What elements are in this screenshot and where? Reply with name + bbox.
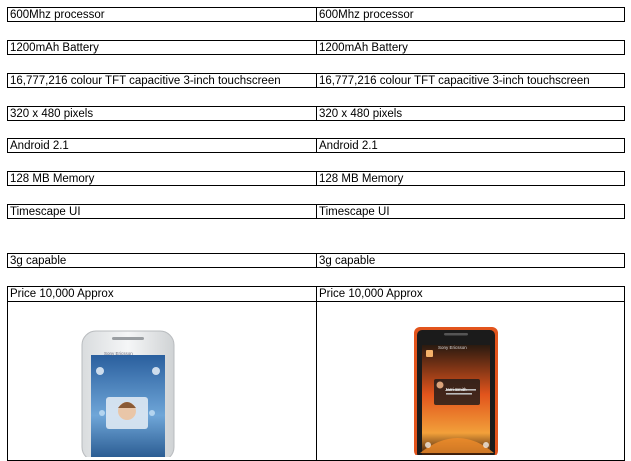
price-label-left: Price 10,000 Approx <box>8 287 316 302</box>
white-phone-brand: Sony Ericsson <box>104 351 133 356</box>
spec-cell-right: Timescape UI <box>316 205 624 218</box>
right-phone-cell <box>316 287 624 460</box>
spec-row-resolution <box>7 106 625 121</box>
spec-cell-left: 600Mhz processor <box>10 9 105 21</box>
price-image-row <box>7 286 625 461</box>
spec-cell-right: 16,777,216 colour TFT capacitive 3-inch touchscreen <box>316 74 624 87</box>
price-label-right: Price 10,000 Approx <box>317 287 624 302</box>
spec-cell-left: 320 x 480 pixels <box>10 108 94 120</box>
spec-cell-right: 128 MB Memory <box>316 172 624 185</box>
spec-row-network <box>7 253 625 268</box>
left-phone-cell <box>8 287 316 460</box>
spec-cell-left: Android 2.1 <box>10 140 69 152</box>
spec-cell-right: 320 x 480 pixels <box>316 107 624 120</box>
spec-row-ui <box>7 204 625 219</box>
spec-cell-left: 16,777,216 colour TFT capacitive 3-inch touchscreen <box>10 75 281 87</box>
spec-cell-left: Timescape UI <box>10 206 81 218</box>
spec-cell-left: 3g capable <box>10 255 67 267</box>
spec-cell-right: 1200mAh Battery <box>316 41 624 54</box>
spec-row-processor <box>7 7 625 22</box>
spec-row-os <box>7 138 625 153</box>
spec-cell-right: 600Mhz processor <box>316 8 624 21</box>
black-phone-notification: Jarri Smith <box>445 387 467 392</box>
spec-cell-right: Android 2.1 <box>316 139 624 152</box>
spec-cell-right: 3g capable <box>316 254 624 267</box>
spec-row-battery <box>7 40 625 55</box>
black-phone-brand: Sony Ericsson <box>438 345 467 350</box>
spec-cell-left: 128 MB Memory <box>10 173 95 185</box>
spec-row-memory <box>7 171 625 186</box>
spec-cell-left: 1200mAh Battery <box>10 42 99 54</box>
spec-row-screen <box>7 73 625 88</box>
